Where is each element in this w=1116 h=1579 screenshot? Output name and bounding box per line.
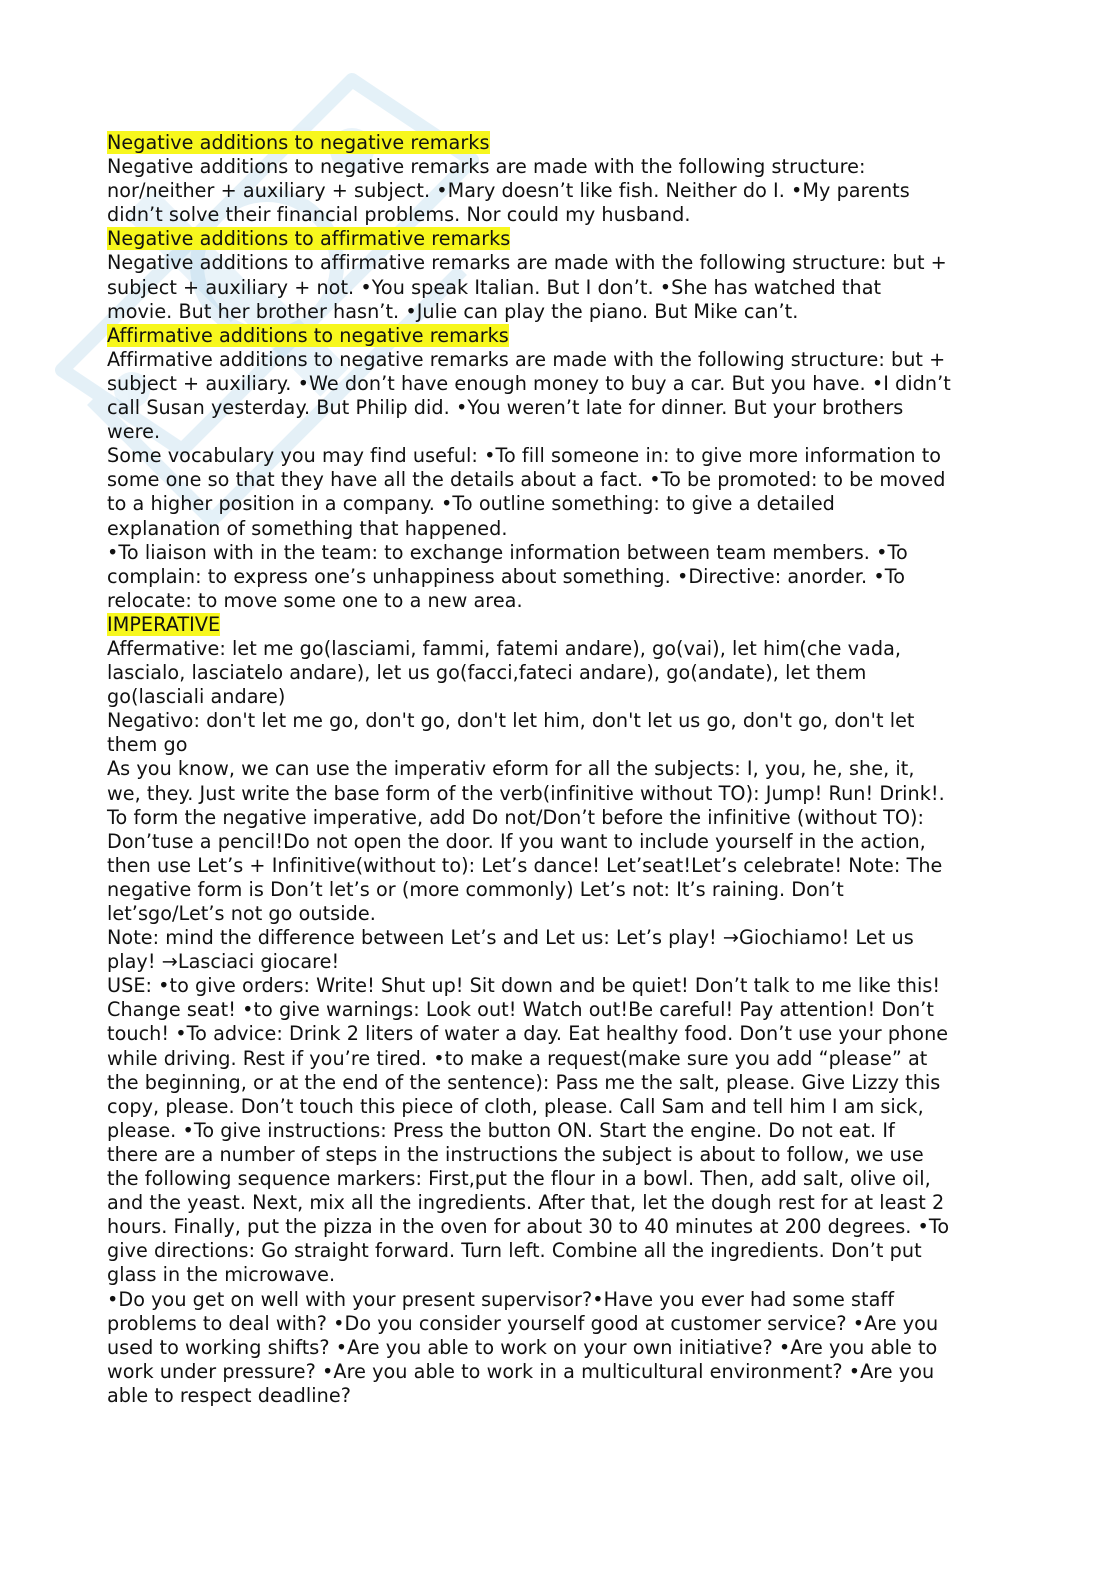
highlighted-heading-text: Negative additions to affirmative remarks [107, 227, 511, 251]
heading-affirmative-additions-to-negative-remarks [107, 324, 1012, 348]
paragraph-imperative-negative: Negativo: don't let me go, don't go, don't let him, don't let us go, don't go, don't let them go [107, 709, 915, 757]
paragraph-vocabulary-2: •To liaison with in the team: to exchange information between team members. •To complain: to express one’s unhappiness about something. •Directive: anorder. •To relocate: to move some one to a new area. [107, 540, 908, 612]
paragraph-imperative-use: USE: •to give orders: Write! Shut up! Sit down and be quiet! Don’t talk to me like this! Change seat! •to give warnings: Look out! Watch out!Be careful! Pay attention! Don’t touch! •To advice: Drink 2 liters of water a day. Eat healthy food. Don’t use your phone while driving. Rest if you’re tired. •to make a request(make sure you add “please” at the beginning, or at the end of the sentence): Pass me the salt, please. Give Lizzy this copy, please. Don’t touch this piece of cloth, please. Call Sam and tell him I am sick, please. •To give instructions: Press the button ON. Start the engine. Do not eat. If there are a number of steps in the instructions the subject is about to follow, we use the following sequence markers: First,put the flour in a bowl. Then, add salt, olive oil, and the yeast. Next, mix all the ingredients. After that, let the dough rest for at least 2 hours. Finally, put the pizza in the oven for about 30 to 40 minutes at 200 degrees. •To give directions: Go straight forward. Turn left. Combine all the ingredients. Don’t put glass in the microwave. [107, 974, 950, 1287]
paragraph-vocabulary-1: Some vocabulary you may find useful: •To fill someone in: to give more information to some one so that they have all the details about a fact. •To be promoted: to be moved to a higher position in a company. •To outline something: to give a detailed explanation of something that happened. [107, 444, 946, 540]
paragraph-affirmative-to-negative: Affirmative additions to negative remarks are made with the following structure: but + subject + auxiliary. •We don’t have enough money to buy a car. But you have. •I didn’t call Susan yesterday. But Philip did. •You weren’t late for dinner. But your brothers were. [107, 347, 951, 444]
highlighted-heading-text: Negative additions to negative remarks [107, 131, 490, 154]
document-body [107, 131, 1012, 1408]
heading-imperative [107, 613, 1012, 637]
heading-negative-additions-to-negative-remarks [107, 131, 1012, 155]
paragraph-negative-to-affirmative: Negative additions to affirmative remarks are made with the following structure: but + subject + auxiliary + not. •You speak Italian. But I don’t. •She has watched that movie. But her brother hasn’t. •Julie can play the piano. But Mike can’t. [107, 251, 947, 323]
paragraph-imperative-affirmative: Affermative: let me go(lasciami, fammi, fatemi andare), go(vai), let him(che vada, lascialo, lasciatelo andare), let us go(facci,fateci andare), go(andate), let them go(lasciali andare) [107, 636, 902, 709]
highlighted-heading-text: IMPERATIVE [107, 612, 221, 636]
paragraph-imperative-note: Note: mind the difference between Let’s and Let us: Let’s play! →Giochiamo! Let us play! →Lasciaci giocare! [107, 926, 914, 974]
highlighted-heading-text: Affirmative additions to negative remarks [107, 323, 509, 347]
paragraph-negative-to-negative: Negative additions to negative remarks are made with the following structure: nor/neither + auxiliary + subject. •Mary doesn’t like fish. Neither do I. •My parents didn’t solve their financial problems. Nor could my husband. [107, 155, 910, 227]
heading-negative-additions-to-affirmative-remarks [107, 227, 1012, 251]
paragraph-imperative-explanation: As you know, we can use the imperativ eform for all the subjects: I, you, he, she, it, we, they. Just write the base form of the verb(infinitive without TO): Jump! Run! Drink!. To form the negative imperative, add Do not/Don’t before the infinitive (without TO): Don’tuse a pencil!Do not open the door. If you want to include yourself in the action, then use Let’s + Infinitive(without to): Let’s dance! Let’seat!Let’s celebrate! Note: The negative form is Don’t let’s or (more commonly) Let’s not: It’s raining. Don’t let’sgo/Let’s not go outside. [107, 757, 945, 925]
paragraph-interview-questions: •Do you get on well with your present supervisor?•Have you ever had some staff problems to deal with? •Do you consider yourself good at customer service? •Are you used to working shifts? •Are you able to work on your own initiative? •Are you able to work under pressure? •Are you able to work in a multicultural environment? •Are you able to respect deadline? [107, 1287, 939, 1407]
